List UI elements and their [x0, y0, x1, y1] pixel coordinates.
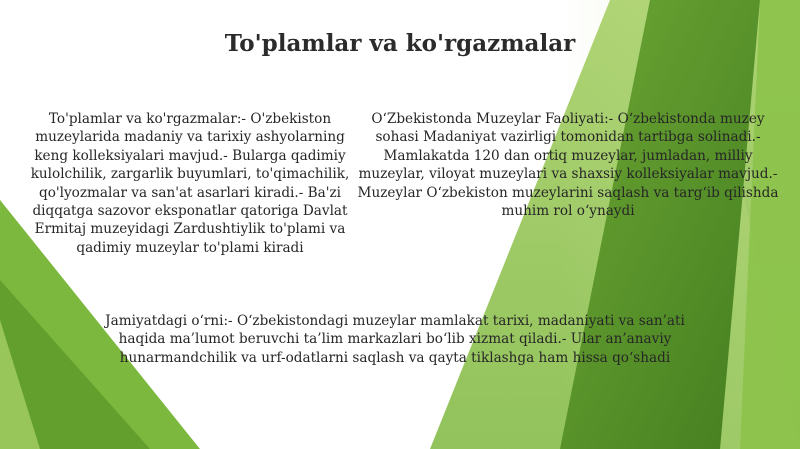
slide-title: To'plamlar va ko'rgazmalar [224, 30, 576, 57]
text-block-role-in-society: Jamiyatdagi o‘rni:- O‘zbekistondagi muzeylar mamlakat tarixi, madaniyati va san’ati haqida ma’lumot beruvchi ta’lim markazlari bo‘lib xizmat qiladi.- Ular an’anaviy hunarmandchilik va urf-odatlarni saqlash va qayta tiklashga ham hissa qo‘shadi [105, 313, 685, 366]
text-block-collections: To'plamlar va ko'rgazmalar:- O'zbekiston muzeylarida madaniy va tarixiy ashyolarning keng kolleksiyalari mavjud.- Bularga qadimiy kulolchilik, zargarlik buyumlari, to'qimachilik, qo'lyozmalar va san'at asarlari kiradi.- Ba'zi diqqatga sazovor eksponatlar qatoriga Davlat Ermitaj muzeyidagi Zardushtiylik to'plami va qadimiy muzeylar to'plami kiradi [30, 111, 350, 256]
text-block-museum-activity: O‘Zbekistonda Muzeylar Faoliyati:- O‘zbekistonda muzey sohasi Madaniyat vazirligi tomonidan tartibga solinadi.- Mamlakatda 120 dan ortiq muzeylar, jumladan, milliy muzeylar, viloyat muzeylari va shaxsiy kolleksiyalar mavjud.- Muzeylar O‘zbekiston muzeylarini saqlash va targ‘ib qilishda muhim rol o‘ynaydi [357, 111, 779, 220]
